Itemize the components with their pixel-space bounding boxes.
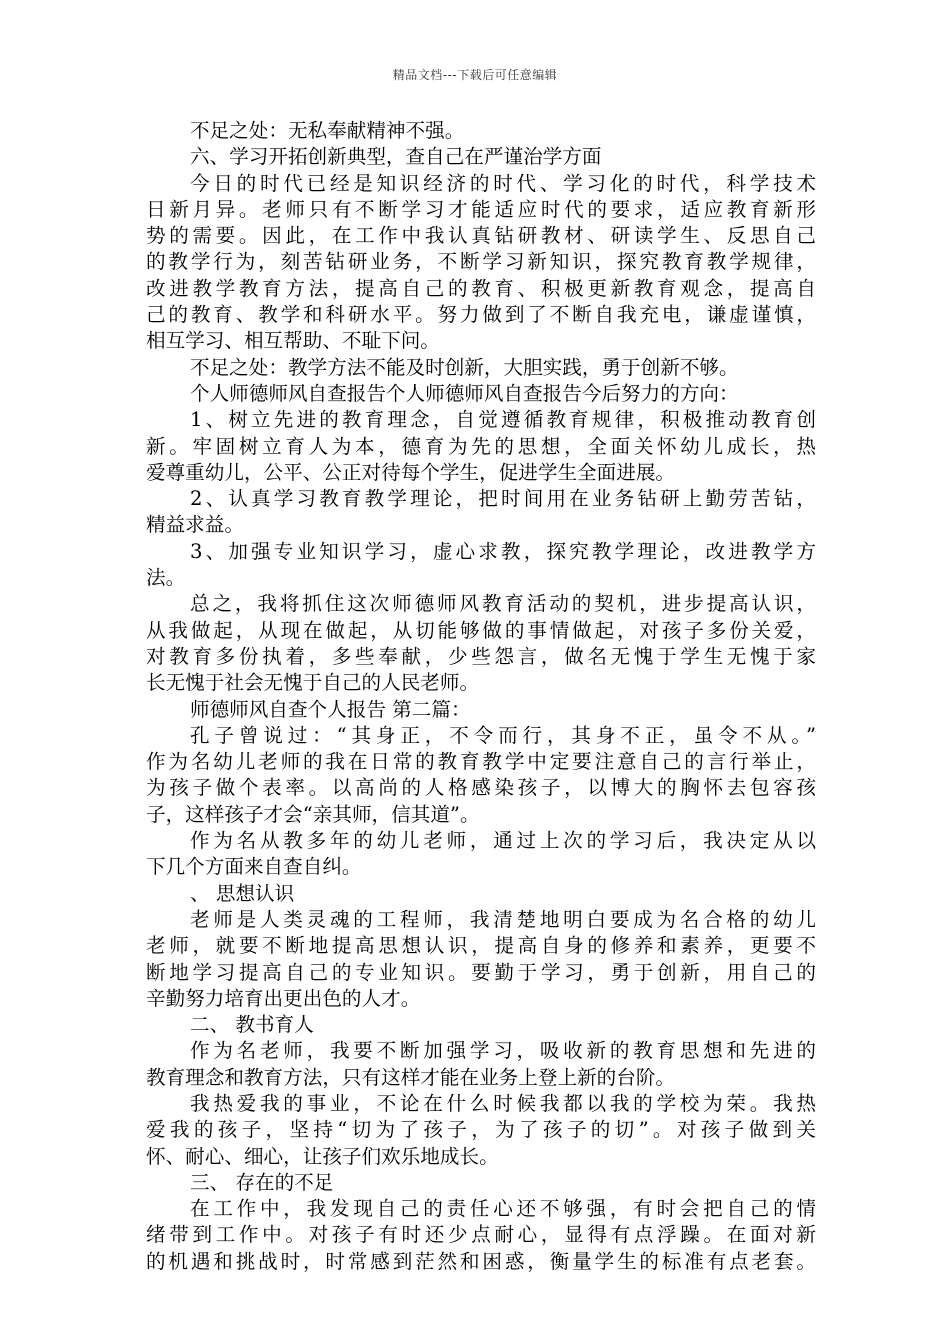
text-line: 的教学行为，刻苦钻研业务，不断学习新知识，探究教育教学规律， (146, 250, 816, 274)
text-line: 相互学习、相互帮助、不耻下问。 (146, 329, 440, 353)
text-line: 怀、耐心、细心，让孩子们欢乐地成长。 (146, 1144, 499, 1168)
text-line: 总之，我将抓住这次师德师风教育活动的契机，进步提高认识， (190, 592, 816, 616)
text-line: 法。 (146, 566, 186, 590)
text-line: 老师，就要不断地提高思想认识，提高自身的修养和素养，更要不 (146, 934, 816, 958)
text-line: 我热爱我的事业，不论在什么时候我都以我的学校为荣。我热 (190, 1091, 816, 1115)
text-line: 不足之处：无私奉献精神不强。 (190, 119, 465, 142)
text-line: 子，这样孩子才会“亲其师，信其道”。 (146, 802, 480, 826)
text-line: 爱尊重幼儿，公平、公正对待每个学生，促进学生全面进展。 (146, 460, 676, 484)
text-line: 绪带到工作中。对孩子有时还少点耐心，显得有点浮躁。在面对新 (146, 1223, 816, 1247)
text-line: 作为名老师，我要不断加强学习，吸收新的教育思想和先进的 (190, 1039, 816, 1063)
text-line: 教育理念和教育方法，只有这样才能在业务上登上新的台阶。 (146, 1065, 676, 1089)
text-line: 个人师德师风自查报告个人师德师风自查报告今后努力的方向： (190, 381, 739, 405)
text-line: 孔子曾说过：“其身正，不令而行，其身不正，虽令不从。” (190, 723, 816, 747)
text-line: 精益求益。 (146, 513, 244, 537)
text-line: 势的需要。因此，在工作中我认真钻研教材、研读学生、反思自己 (146, 224, 816, 248)
text-line: 三、 存在的不足 (190, 1170, 334, 1194)
page-header: 精品文档---下载后可任意编辑 (392, 68, 558, 82)
text-line: 日新月异。老师只有不断学习才能适应时代的要求，适应教育新形 (146, 197, 816, 221)
text-line: 、 思想认识 (190, 881, 295, 905)
text-line: 改进教学教育方法，提高自己的教育、积极更新教育观念，提高自 (146, 276, 816, 300)
text-line: 爱我的孩子，坚持“切为了孩子，为了孩子的切”。对孩子做到关 (146, 1118, 816, 1142)
text-line: 六、学习开拓创新典型，查自己在严谨治学方面 (190, 145, 602, 169)
text-line: 作为名幼儿老师的我在日常的教育教学中定要注意自己的言行举止， (146, 750, 816, 774)
text-line: 老师是人类灵魂的工程师，我清楚地明白要成为名合格的幼儿 (190, 907, 816, 931)
text-line: 二、 教书育人 (190, 1013, 314, 1037)
text-line: 今日的时代已经是知识经济的时代、学习化的时代，科学技术 (190, 171, 816, 195)
document-body (146, 118, 816, 1275)
text-line: 新。牢固树立育人为本，德育为先的思想，全面关怀幼儿成长，热 (146, 434, 816, 458)
text-line: 的机遇和挑战时，时常感到茫然和困惑，衡量学生的标准有点老套。 (146, 1249, 816, 1273)
text-line: 长无愧于社会无愧于自己的人民老师。 (146, 671, 480, 695)
text-line: 从我做起，从现在做起，从切能够做的事情做起，对孩子多份关爱， (146, 618, 816, 642)
text-line: 1、树立先进的教育理念，自觉遵循教育规律，积极推动教育创 (190, 408, 816, 432)
text-line: 下几个方面来自查自纠。 (146, 855, 362, 879)
text-line: 为孩子做个表率。以高尚的人格感染孩子，以博大的胸怀去包容孩 (146, 776, 816, 800)
text-line: 对教育多份执着，多些奉献，少些怨言，做名无愧于学生无愧于家 (146, 644, 816, 668)
text-line: 在工作中，我发现自己的责任心还不够强，有时会把自己的情 (190, 1197, 816, 1221)
text-line: 不足之处：教学方法不能及时创新，大胆实践，勇于创新不够。 (190, 355, 739, 379)
text-line: 断地学习提高自己的专业知识。要勤于学习，勇于创新，用自己的 (146, 960, 816, 984)
text-line: 2、认真学习教育教学理论，把时间用在业务钻研上勤劳苦钻， (190, 487, 816, 511)
text-line: 师德师风自查个人报告 第二篇： (190, 697, 471, 721)
text-line: 3、加强专业知识学习，虚心求教，探究教学理论，改进教学方 (190, 539, 816, 563)
text-line: 辛勤努力培育出更出色的人才。 (146, 986, 421, 1010)
text-line: 作为名从教多年的幼儿老师，通过上次的学习后，我决定从以 (190, 829, 816, 853)
text-line: 己的教育、教学和科研水平。努力做到了不断自我充电，谦虚谨慎， (146, 303, 816, 327)
